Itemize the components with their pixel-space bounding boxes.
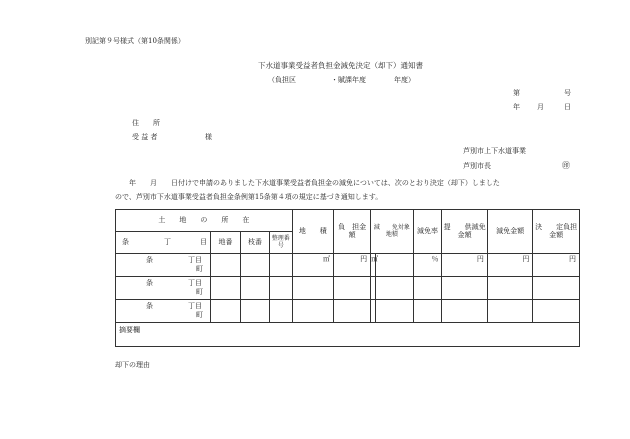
- reduction-amount-cell[interactable]: [487, 300, 532, 323]
- area-cell[interactable]: [292, 300, 333, 323]
- header-reduction-amount: 減免金額: [487, 210, 532, 254]
- lot-number-cell[interactable]: [211, 254, 241, 277]
- reduction-table: [115, 209, 580, 347]
- machi-label: 町: [196, 311, 203, 319]
- body-text-line2: ので、芦別市下水道事業受益者負担金条例第15条第４項の規定に基づき通知します。: [115, 193, 383, 201]
- table-row: [116, 300, 580, 323]
- header-exempt-area: 減 免対象地積: [371, 210, 413, 254]
- header-land-location: 土 地 の 所 在: [116, 210, 293, 232]
- location-cell: [116, 277, 211, 300]
- date-year: 年: [513, 103, 520, 111]
- branch-number-cell[interactable]: [241, 254, 270, 277]
- header-area: 地 積: [292, 210, 333, 254]
- header-jo-chome: [116, 232, 211, 254]
- chome-label: 丁目: [188, 302, 202, 310]
- reduction-amount-cell[interactable]: [487, 254, 532, 277]
- burden-cell[interactable]: [333, 277, 370, 300]
- area-cell[interactable]: [292, 277, 333, 300]
- header-me: 目: [200, 238, 207, 246]
- address-label: 住 所: [132, 119, 160, 127]
- honorific: 様: [205, 133, 212, 141]
- remarks-label: 摘要欄: [119, 326, 140, 334]
- jo-label: 条: [146, 302, 153, 310]
- reduction-amount-cell[interactable]: [487, 277, 532, 300]
- header-reference-number: 整理番号: [269, 232, 292, 254]
- issuer-org: 芦別市上下水道事業: [463, 147, 526, 155]
- remarks-field[interactable]: [116, 323, 580, 347]
- header-lot-number: 地番: [211, 232, 241, 254]
- chome-label: 丁目: [188, 279, 202, 287]
- branch-number-cell[interactable]: [241, 277, 270, 300]
- location-cell: [116, 300, 211, 323]
- rate-cell[interactable]: [413, 254, 442, 277]
- yen-unit: 円: [522, 255, 530, 263]
- reference-number-cell[interactable]: [269, 300, 292, 323]
- remarks-row: [116, 323, 580, 347]
- spacer-cell: [376, 254, 413, 277]
- form-reference: 別記第９号様式（第10条関係）: [85, 37, 185, 45]
- reference-number-cell[interactable]: [269, 277, 292, 300]
- provided-reduction-cell[interactable]: [442, 277, 487, 300]
- chome-label: 丁目: [188, 256, 202, 264]
- header-burden-amount: 負 担金 額: [333, 210, 370, 254]
- provided-reduction-cell[interactable]: [442, 300, 487, 323]
- spacer-cell: [376, 277, 413, 300]
- header-branch-number: 枝番: [241, 232, 270, 254]
- header-final-burden: 決 定負担金額: [533, 210, 580, 254]
- sqm-unit: ㎡: [371, 255, 379, 263]
- header-provided-reduction: 提 供減免金額: [442, 210, 487, 254]
- percent-unit: ％: [431, 255, 439, 263]
- final-burden-cell[interactable]: [533, 254, 580, 277]
- provided-reduction-cell[interactable]: [442, 254, 487, 277]
- document-subtitle: （負担区 ・賦課年度 年度）: [268, 76, 415, 84]
- yen-unit: 円: [476, 255, 484, 263]
- final-burden-cell[interactable]: [533, 300, 580, 323]
- document-title: 下水道事業受益者負担金減免決定（却下）通知書: [258, 61, 423, 70]
- area-cell[interactable]: [292, 254, 333, 277]
- reference-number-cell[interactable]: [269, 254, 292, 277]
- spacer-cell: [376, 300, 413, 323]
- body-text-line1: 年 月 日付けで申請のありました下水道事業受益者負担金の減免については、次のとおり決定（却下）しました: [115, 179, 500, 187]
- doc-number-go: 号: [564, 89, 571, 97]
- issuer-title: 芦別市長: [463, 162, 491, 170]
- rejection-reason-label: 却下の理由: [115, 361, 150, 369]
- final-burden-cell[interactable]: [533, 277, 580, 300]
- location-cell: [116, 254, 211, 277]
- seal-mark: ㊞: [562, 161, 570, 170]
- date-day: 日: [564, 103, 571, 111]
- beneficiary-label: 受 益 者: [132, 133, 158, 141]
- lot-number-cell[interactable]: [211, 277, 241, 300]
- header-reduction-rate: 減免率: [413, 210, 442, 254]
- burden-cell[interactable]: [333, 300, 370, 323]
- branch-number-cell[interactable]: [241, 300, 270, 323]
- machi-label: 町: [196, 288, 203, 296]
- date-month: 月: [537, 103, 544, 111]
- header-jo: 条: [122, 238, 129, 246]
- rate-cell[interactable]: [413, 277, 442, 300]
- header-chome: 丁: [164, 238, 171, 246]
- jo-label: 条: [146, 256, 153, 264]
- lot-number-cell[interactable]: [211, 300, 241, 323]
- yen-unit: 円: [569, 255, 576, 263]
- burden-cell[interactable]: [333, 254, 370, 277]
- sqm-unit: ㎡: [322, 255, 330, 263]
- rate-cell[interactable]: [413, 300, 442, 323]
- table-row: [116, 254, 580, 277]
- doc-number-dai: 第: [513, 89, 520, 97]
- table-row: [116, 277, 580, 300]
- yen-unit: 円: [360, 255, 368, 263]
- jo-label: 条: [146, 279, 153, 287]
- machi-label: 町: [196, 265, 203, 273]
